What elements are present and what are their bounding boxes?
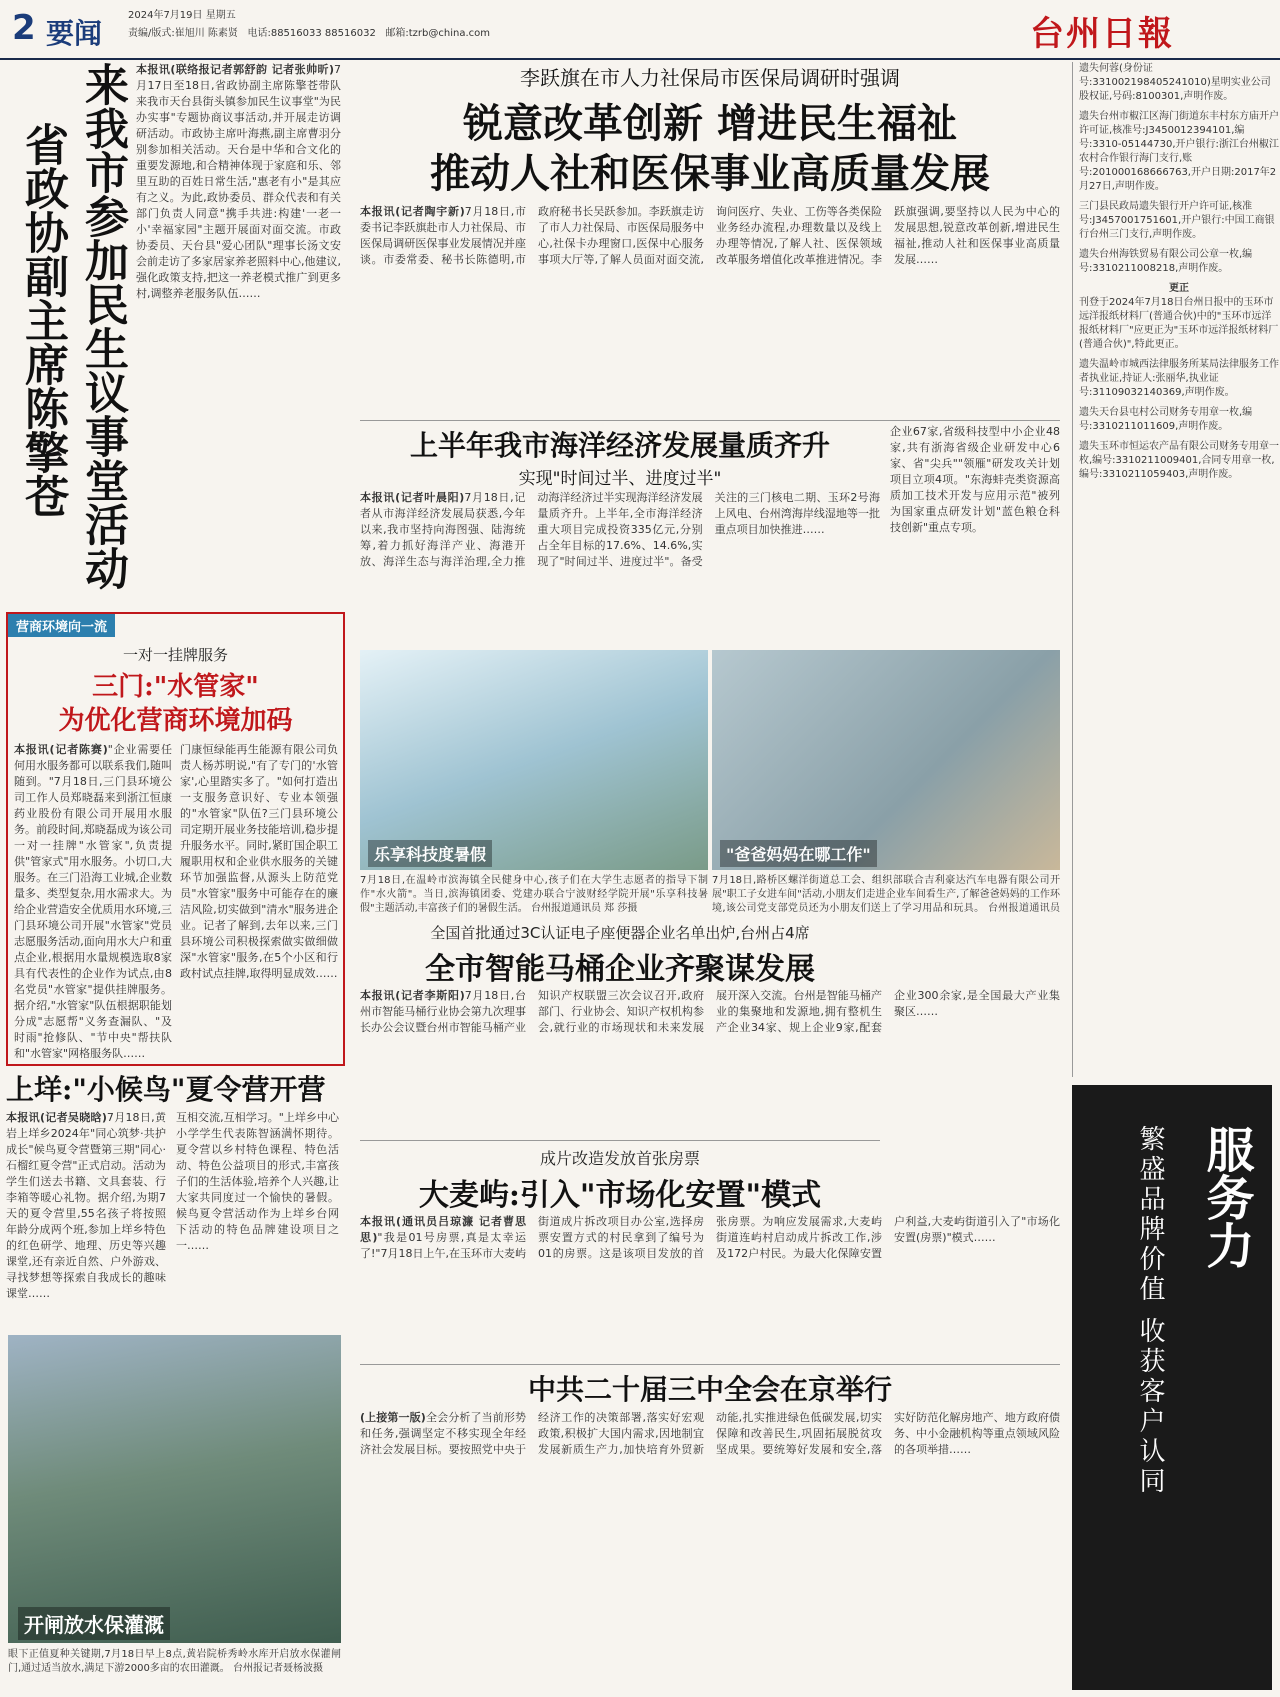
- story-sanmen-body-right: 门康恒绿能再生能源有限公司负责人杨苏明说,"有了专门的'水管家',心里踏实多了。"如何打造出一支服务意识好、专业本领强的"水管家"队伍?三门县环境公司定期开展业务技能培训,稳步提升服务水平。同时,紧盯国企职工履职用权和企业供水服务的关键环节加强监督,从源头上防范党员"水管家"服务中可能存在的廉洁风险,切实做到"清水"服务进企业。记者了解到,去年以来,三门县环境公司积极探索做实做细做深"水管家"服务,在5个小区和行政村试点挂牌,取得明显成效……: [180, 743, 338, 980]
- notice-3: 三门县民政局遗失银行开户许可证,核准号:J3457001751601,开户银行:中国工商银行台州三门支行,声明作废。: [1079, 201, 1275, 240]
- section-name: 要闻: [46, 17, 103, 50]
- story-plenum-lead: (上接第一版): [360, 1411, 426, 1424]
- story-liyueqi-title-2: 推动人社和医保事业高质量发展: [430, 150, 990, 197]
- story-marine-title: 上半年我市海洋经济发展量质齐升: [409, 429, 830, 462]
- story-liyueqi-text: 7月18日,市委书记李跃旗赴市人力社保局、市医保局调研医保事业发展情况并座谈。市委常委、秘书长陈德明,市政府秘书长吴跃参加。李跃旗走访了市人力社保局、市医保局服务中心,社保卡办理窗口,医保中心服务事项大厅等,了解人员面对面交流,询问医疗、失业、工伤等各类保险业务经办流程,办理数量以及线上办理等情况,了解人社、医保领域改革服务增值化改革推进情况。李跃旗强调,要坚持以人民为中心的发展思想,锐意改革创新,增进民生福祉,推动人社和医保事业高质量发展……: [360, 205, 1060, 266]
- story-liyueqi-title-1: 锐意改革创新 增进民生福祉: [463, 100, 957, 147]
- story-sanmen-byline: 本报讯(记者陈赛): [14, 743, 108, 756]
- story-damaiyu-body: [360, 1214, 1060, 1358]
- story-damaiyu: [360, 1146, 1060, 1361]
- story-sanmen-title-2: 为优化营商环境加码: [58, 706, 293, 736]
- story-plenum-title: 中共二十届三中全会在京举行: [527, 1373, 892, 1406]
- story-camp-text-left: 7月18日,黄岩上垟乡2024年"同心筑梦·共护成长"候鸟夏令营暨第三期"同心·石榴红夏令营"正式启动。活动为学生们送去书籍、文具套装、行李箱等暖心礼物。据介绍,为期7天的夏令营里,55名孩子将按照年龄分成两个班,参加上垟乡特色的红色研学、地理、历史等兴趣课堂,还有亲近自然、户外游戏、寻找梦想等探索自我成长的趣味课堂……: [6, 1111, 166, 1300]
- editor-phone: 电话:88516033 88516032: [247, 28, 376, 39]
- story-plenum: [360, 1368, 1060, 1690]
- section-badge: 营商环境向一流: [8, 614, 115, 637]
- story-marine-subtitle: 实现"时间过半、进度过半": [518, 469, 722, 489]
- brand-ad-subtitle: 繁盛品牌价值 收获客户认同: [1135, 1125, 1165, 1498]
- story-camp-body-right: 互相交流,互相学习。"上垟乡中心小学学生代表陈智涵满怀期待。夏令营以乡村特色课程、特色活动、特色公益项目的形式,丰富孩子们的生活体验,培养个人兴趣,让大家共同度过一个愉快的暑假。候鸟夏令营活动作为上垟乡台网下活动的特色品牌建设项目之一……: [176, 1111, 339, 1252]
- photo-dam-text: 眼下正值夏种关键期,7月18日早上8点,黄岩院桥秀岭水库开启放水保灌闸门,通过适当放水,满足下游2000多亩的农田灌溉。 台州报记者聂杨波摄: [8, 1649, 341, 1674]
- story-liyueqi-byline: 本报讯(记者陶宇新): [360, 205, 465, 218]
- photo-dam-caption: 开闸放水保灌溉: [18, 1607, 170, 1640]
- story-toilet-body: [360, 988, 1060, 1136]
- notices-column: [1072, 62, 1279, 1077]
- story-plenum-body: [360, 1410, 1060, 1688]
- story-camp: [6, 1068, 341, 1328]
- story-camp-title: 上垟:"小候鸟"夏令营开营: [6, 1073, 326, 1106]
- story-camp-body-left: [6, 1110, 166, 1322]
- notice-2: 遗失台州市椒江区海门街道东丰村东方庙开户许可证,核准号:J3450012394101,编号:3310-05144730,开户银行:浙江台州椒江农村合作银行海门支行,账号:201000168666763,开户日期:2017年2月27日,声明作废。: [1079, 111, 1279, 192]
- story-marine: [360, 424, 1060, 646]
- story-cppcc-body: [136, 62, 341, 602]
- story-marine-text: 7月18日,记者从市海洋经济发展局获悉,今年以来,我市坚持向海图强、陆海统筹,着力抓好海洋产业、海港开放、海洋生态与海洋治理,全力推动海洋经济过半实现海洋经济发展量质齐升。上半年,全市海洋经济重大项目完成投资335亿元,分别占全年目标的17.6%、14.6%,实现了"时间过半、进度过半"。备受关注的三门核电二期、玉环2号海上风电、台州湾海岸线湿地等一批重点项目加快推进……: [360, 491, 880, 568]
- story-marine-byline: 本报讯(记者叶晨阳): [360, 491, 465, 504]
- photo-kids-science: [360, 650, 708, 870]
- notice-8: 遗失玉环市恒运农产品有限公司财务专用章一枚,编号:3310211009401,合同专用章一枚,编号:3310211059403,声明作废。: [1079, 441, 1279, 480]
- story-cppcc-text: 7月17日至18日,省政协副主席陈擎苍带队来我市天台县街头镇参加民生议事堂"为民办实事"专题协商议事活动,并开展走访调研活动。市政协主席叶海燕,副主席曹羽分别参加相关活动。天台是中华和合文化的重要发源地,和合精神体现于家庭和乐、邻里互助的百姓日常生活,"惠老有小"是其应有之义。为此,政协委员、群众代表和有关部门负责人同意"携手共进:构建'一老一小'幸福家园"主题开展面对面交流。市政协委员、天台县"爱心团队"理事长汤文安会前走访了多家居家养老照料中心,他建议,强化政策支持,把这一养老模式推广到更多村,调整养老服务队伍……: [136, 63, 341, 300]
- divider-2: [360, 1140, 880, 1141]
- brand-ad: [1072, 1085, 1272, 1690]
- photo-kids-factory: [712, 650, 1060, 870]
- story-toilet: [360, 922, 1060, 1137]
- notice-1: 遗失何蓉(身份证号:331002198405241010)星明实业公司股权证,号码:8100301,声明作废。: [1079, 63, 1271, 102]
- issue-weekday: 星期五: [205, 10, 236, 21]
- notice-correction-heading: 更正: [1169, 283, 1189, 294]
- story-sanmen-kicker: 一对一挂牌服务: [122, 646, 228, 664]
- story-damaiyu-byline: 本报讯(通讯员吕琼濂 记者曹思思): [360, 1215, 526, 1244]
- photo-kids-science-caption: 乐享科技度暑假: [368, 840, 492, 867]
- story-damaiyu-title: 大麦屿:引入"市场化安置"模式: [418, 1178, 822, 1213]
- story-sanmen-body-left: [14, 742, 172, 1058]
- editor-line: [128, 24, 490, 39]
- notice-7: 遗失天台县屯村公司财务专用章一枚,编号:3310211011609,声明作废。: [1079, 407, 1253, 432]
- story-marine-body: [360, 490, 880, 644]
- photo-dam: [8, 1335, 341, 1643]
- story-toilet-kicker: 全国首批通过3C认证电子座便器企业名单出炉,台州占4席: [430, 924, 810, 942]
- story-liyueqi: [360, 62, 1060, 417]
- notice-5: 刊登于2024年7月18日台州日报中的玉环市远洋报纸材料厂(普通合伙)中的"玉环市远洋报纸材料厂"应更正为"玉环市远洋报纸材料厂(普通合伙)",特此更正。: [1079, 297, 1279, 350]
- story-sanmen-text-left: "企业需要任何用水服务都可以联系我们,随叫随到。"7月18日,三门县环境公司工作人员郑晓磊来到浙江恒康药业股份有限公司开展用水服务。前段时间,郑晓磊成为该公司一对一挂牌"水管家",负责提供"管家式"用水服务。小切口,大服务。在三门沿海工业城,企业数量多、类型复杂,用水需求大。为给企业营造安全优质用水环境,三门县环境公司开展"水管家"党员志愿服务活动,面向用水大户和重点企业,根据用水量规模选取8家具有代表性的企业作为试点,由8名党员"水管家"提供挂牌服务。据介绍,"水管家"队伍根据职能划分成"志愿帮"义务查漏队、"及时雨"抢修队、"节中央"帮扶队和"水管家"网格服务队……: [14, 743, 172, 1058]
- masthead: [0, 0, 1280, 60]
- story-toilet-title: 全市智能马桶企业齐聚谋发展: [425, 952, 815, 987]
- photo-kids-science-text: 7月18日,在温岭市滨海镇全民健身中心,孩子们在大学生志愿者的指导下制作"水火箭"。当日,滨海镇团委、党建办联合宁波财经学院开展"乐享科技暑假"主题活动,丰富孩子们的暑假生活。 台州报道通讯员 郑 莎摄: [360, 875, 708, 914]
- page-number: 2: [12, 8, 36, 48]
- story-marine-body-right: 企业67家,省级科技型中小企业48家,共有浙海省级企业研发中心6家、省"尖兵""领雁"研发攻关计划项目立项4项。"东海蚌壳类资源高质加工技术开发与应用示范"被列为国家重点研发计划"蓝色粮仓科技创新"重点专项。: [890, 425, 1060, 534]
- issue-date-line: [128, 8, 236, 24]
- story-cppcc-title-2: 省政协副主席陈擎苍: [17, 122, 68, 518]
- story-toilet-text: 7月18日,台州市智能马桶行业协会第九次理事长办公会议暨台州市智能马桶产业知识产权联盟三次会议召开,政府部门、行业协会、知识产权机构参会,就行业的市场现状和未来发展展开深入交流。台州是智能马桶产业的集聚地和发源地,拥有整机生产企业34家、规上企业9家,配套企业300余家,是全国最大产业集聚区……: [360, 989, 1060, 1034]
- issue-date: 2024年7月19日: [128, 10, 203, 21]
- story-camp-byline: 本报讯(记者吴晓晗): [6, 1111, 107, 1124]
- photo-kids-factory-caption: "爸爸妈妈在哪工作": [720, 840, 877, 867]
- story-damaiyu-kicker: 成片改造发放首张房票: [539, 1149, 700, 1168]
- story-damaiyu-text: "我是01号房票,真是太幸运了!"7月18日上午,在玉环市大麦屿街道成片拆改项目办公室,选择房票安置方式的村民拿到了编号为01的房票。这是该项目发放的首张房票。为响应发展需求,大麦屿街道连屿村启动成片拆改工作,涉及172户村民。为最大化保障安置户利益,大麦屿街道引入了"市场化安置(房票)"模式……: [360, 1215, 1060, 1260]
- editor-email: 邮箱:tzrb@china.com: [385, 28, 490, 39]
- story-liyueqi-kicker: 李跃旗在市人力社保局市医保局调研时强调: [520, 66, 900, 90]
- brand-ad-title: 服务力: [1198, 1125, 1254, 1269]
- divider-3: [360, 1364, 1060, 1365]
- story-toilet-byline: 本报讯(记者李斯阳): [360, 989, 465, 1002]
- story-sanmen-box: [6, 612, 345, 1066]
- editor-names: 责编/版式:崔旭川 陈素贤: [128, 28, 238, 39]
- notice-6: 遗失温岭市城西法律服务所某局法律服务工作者执业证,持证人:张丽华,执业证号:31109032140369,声明作废。: [1079, 359, 1279, 398]
- story-sanmen-title-1: 三门:"水管家": [92, 672, 259, 702]
- notice-4: 遗失台州海铁贸易有限公司公章一枚,编号:3310211008218,声明作废。: [1079, 249, 1253, 274]
- story-plenum-text: 全会分析了当前形势和任务,强调坚定不移实现全年经济社会发展目标。要按照党中央于经济工作的决策部署,落实好宏观政策,积极扩大国内需求,因地制宜发展新质生产力,加快培育外贸新动能,扎实推进绿色低碳发展,切实保障和改善民生,巩固拓展脱贫攻坚成果。要统筹好发展和安全,落实好防范化解房地产、地方政府债务、中小金融机构等重点领域风险的各项举措……: [360, 1411, 1060, 1456]
- story-cppcc-byline: 本报讯(联络报记者郭舒韵 记者张帅昕): [136, 63, 334, 76]
- story-liyueqi-body: [360, 204, 1060, 414]
- photo-kids-factory-text: 7月18日,路桥区螺洋街道总工会、组织部联合吉利豪达汽车电器有限公司开展"职工子女进车间"活动,小朋友们走进企业车间看生产,了解爸爸妈妈的工作环境,该公司党支部党员还为小朋友们送上了学习用品和玩具。 台州报道通讯员: [712, 875, 1060, 914]
- story-cppcc: [8, 62, 343, 607]
- newspaper-logo: 台州日報: [1030, 14, 1174, 54]
- divider-1: [360, 420, 1060, 421]
- story-cppcc-title-1: 来我市参加民生议事堂活动: [77, 62, 128, 590]
